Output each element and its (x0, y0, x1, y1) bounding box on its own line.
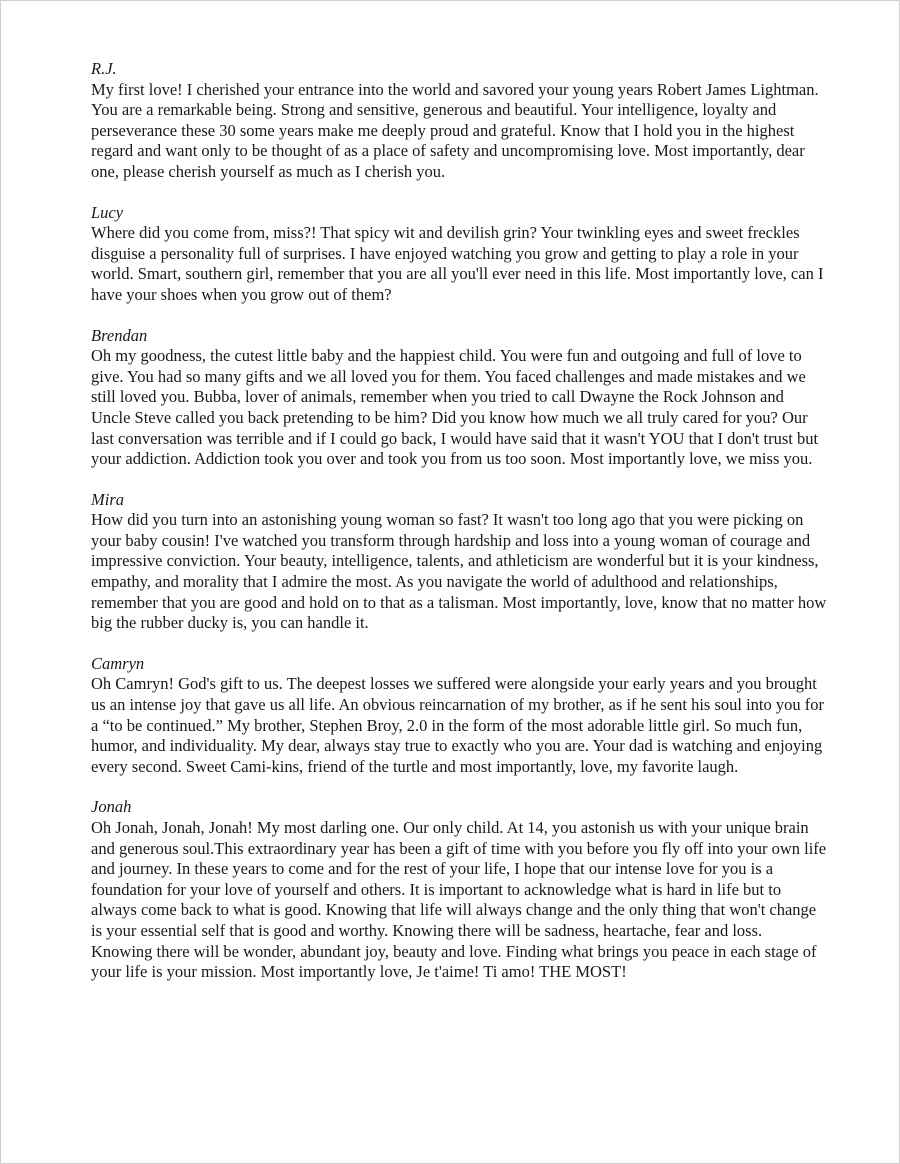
section-body: My first love! I cherished your entrance into the world and savored your young years Robert James Lightman. You are a remarkable being. Strong and sensitive, generous and beautiful. Your intelligence, loyalty and perseverance these 30 some years make me deeply proud and grateful. Know that I hold you in the highest regard and want only to be thought of as a place of safety and uncompromising love. Most importantly, dear one, please cherish yourself as much as I cherish you. (91, 79, 819, 181)
section-camryn (91, 654, 827, 778)
letter-content (91, 59, 827, 1003)
section-rj (91, 59, 827, 183)
section-name: Camryn (91, 653, 145, 673)
section-mira (91, 490, 827, 634)
section-body: Oh Jonah, Jonah, Jonah! My most darling one. Our only child. At 14, you astonish us with your unique brain and generous soul.This extraordinary year has been a gift of time with you before you fly off into your own life and journey. In these years to come and for the rest of your life, I hope that our intense love for you is a foundation for your love of yourself and others. It is important to acknowledge what is hard in life but to always come back to what is good. Knowing that life will always change and the only thing that won't change is your essential self that is good and worthy. Knowing there will be sadness, heartache, fear and loss. Knowing there will be wonder, abundant joy, beauty and love. Finding what brings you peace in each stage of your life is your mission. Most importantly love, Je t'aime! Ti amo! THE MOST! (91, 818, 827, 982)
section-body: Oh Camryn! God's gift to us. The deepest losses we suffered were alongside your early years and you brought us an intense joy that gave us all life. An obvious reincarnation of my brother, as if he sent his soul into you for a “to be continued.” My brother, Stephen Broy, 2.0 in the form of the most adorable little girl. So much fun, humor, and individuality. My dear, always stay true to exactly who you are. Your dad is watching and enjoying every second. Sweet Cami-kins, friend of the turtle and most importantly, love, my favorite laugh. (91, 674, 824, 776)
section-name: Jonah (91, 797, 132, 817)
section-jonah (91, 797, 827, 982)
section-name: Brendan (91, 325, 148, 345)
section-body: Where did you come from, miss?! That spicy wit and devilish grin? Your twinkling eyes and sweet freckles disguise a personality full of surprises. I have enjoyed watching you grow and getting to play a role in your world. Smart, southern girl, remember that you are all you'll ever need in this life. Most importantly love, can I have your shoes when you grow out of them? (91, 223, 824, 304)
section-name: Lucy (91, 202, 124, 222)
section-body: How did you turn into an astonishing young woman so fast? It wasn't too long ago that you were picking on your baby cousin! I've watched you transform through hardship and loss into a young woman of courage and impressive conviction. Your beauty, intelligence, talents, and athleticism are wonderful but it is your kindness, empathy, and morality that I admire the most. As you navigate the world of adulthood and relationships, remember that you are good and hold on to that as a talisman. Most importantly, love, know that no matter how big the rubber ducky is, you can handle it. (91, 510, 827, 633)
section-name: R.J. (91, 59, 117, 78)
section-lucy (91, 203, 827, 306)
section-brendan (91, 326, 827, 470)
section-body: Oh my goodness, the cutest little baby and the happiest child. You were fun and outgoing and full of love to give. You had so many gifts and we all loved you for them. You faced challenges and made mistakes and we still loved you. Bubba, lover of animals, remember when you tried to call Dwayne the Rock Johnson and Uncle Steve called you back pretending to be him? Did you know how much we all truly cared for you? Our last conversation was terrible and if I could go back, I would have said that it wasn't YOU that I don't trust but your addiction. Addiction took you over and took you from us too soon. Most importantly love, we miss you. (91, 346, 819, 469)
section-name: Mira (91, 489, 124, 509)
